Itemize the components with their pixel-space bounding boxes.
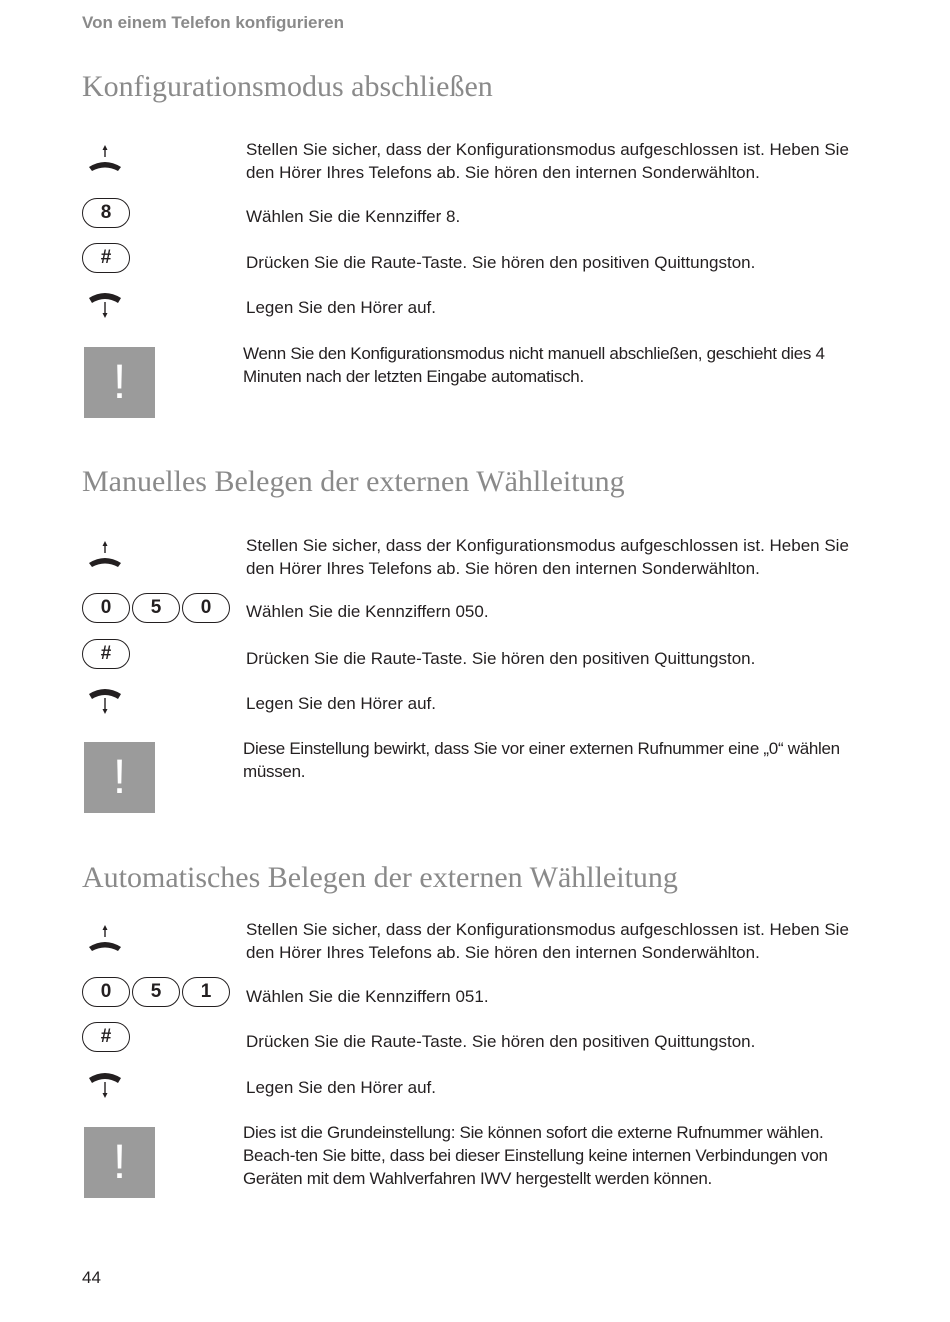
step-hang-up: Legen Sie den Hörer auf.	[246, 694, 436, 713]
step-press-hash: Drücken Sie die Raute-Taste. Sie hören den positiven Quittungston.	[246, 649, 756, 668]
step-hang-up: Legen Sie den Hörer auf.	[246, 1078, 436, 1097]
key-hash: #	[82, 1022, 130, 1052]
running-head: Von einem Telefon konfigurieren	[82, 13, 344, 32]
section-title-automatisches-belegen: Automatisches Belegen der externen Wählleitung	[82, 861, 678, 894]
note-text: Diese Einstellung bewirkt, dass Sie vor einer externen Rufnummer eine „0“ wählen müssen.	[243, 739, 840, 781]
handset-hangup-icon	[87, 1072, 123, 1100]
key-0: 0	[82, 593, 130, 623]
step-dial-code: Wählen Sie die Kennziffern 050.	[246, 602, 489, 621]
handset-hangup-icon	[87, 292, 123, 320]
note-text: Wenn Sie den Konfigurationsmodus nicht manuell abschließen, geschieht dies 4 Minuten nach der letzten Eingabe automatisch.	[243, 344, 825, 386]
key-5: 5	[132, 593, 180, 623]
step-press-hash: Drücken Sie die Raute-Taste. Sie hören den positiven Quittungston.	[246, 253, 756, 272]
page-number: 44	[82, 1268, 101, 1287]
warning-box	[84, 1127, 155, 1198]
exclamation-icon: !	[112, 356, 127, 409]
exclamation-icon: !	[112, 1136, 127, 1189]
warning-box	[84, 742, 155, 813]
key-0: 0	[82, 977, 130, 1007]
section-title-manuelles-belegen: Manuelles Belegen der externen Wählleitung	[82, 465, 625, 498]
handset-lift-icon	[87, 925, 123, 953]
key-0: 0	[182, 593, 230, 623]
exclamation-icon: !	[112, 751, 127, 804]
step-lift-handset: Stellen Sie sicher, dass der Konfigurationsmodus aufgeschlossen ist. Heben Sie den Hörer Ihres Telefons ab. Sie hören den internen Sonderwählton.	[246, 536, 849, 578]
handset-lift-icon	[87, 145, 123, 173]
step-dial-code: Wählen Sie die Kennziffer 8.	[246, 207, 461, 226]
handset-hangup-icon	[87, 688, 123, 716]
step-press-hash: Drücken Sie die Raute-Taste. Sie hören den positiven Quittungston.	[246, 1032, 756, 1051]
key-hash: #	[82, 243, 130, 273]
key-1: 1	[182, 977, 230, 1007]
key-hash: #	[82, 639, 130, 669]
note-text: Dies ist die Grundeinstellung: Sie können sofort die externe Rufnummer wählen. Beach-ten Sie bitte, dass bei dieser Einstellung keine internen Verbindungen von Geräten mit dem Wahlverfahren IWV hergestellt werden können.	[243, 1123, 828, 1188]
step-lift-handset: Stellen Sie sicher, dass der Konfigurationsmodus aufgeschlossen ist. Heben Sie den Hörer Ihres Telefons ab. Sie hören den internen Sonderwählton.	[246, 920, 849, 962]
handset-lift-icon	[87, 541, 123, 569]
step-hang-up: Legen Sie den Hörer auf.	[246, 298, 436, 317]
key-5: 5	[132, 977, 180, 1007]
section-title-konfigurationsmodus-abschliessen: Konfigurationsmodus abschließen	[82, 70, 493, 103]
key-8: 8	[82, 198, 130, 228]
step-lift-handset: Stellen Sie sicher, dass der Konfigurationsmodus aufgeschlossen ist. Heben Sie den Hörer Ihres Telefons ab. Sie hören den internen Sonderwählton.	[246, 140, 849, 182]
warning-box	[84, 347, 155, 418]
step-dial-code: Wählen Sie die Kennziffern 051.	[246, 987, 489, 1006]
